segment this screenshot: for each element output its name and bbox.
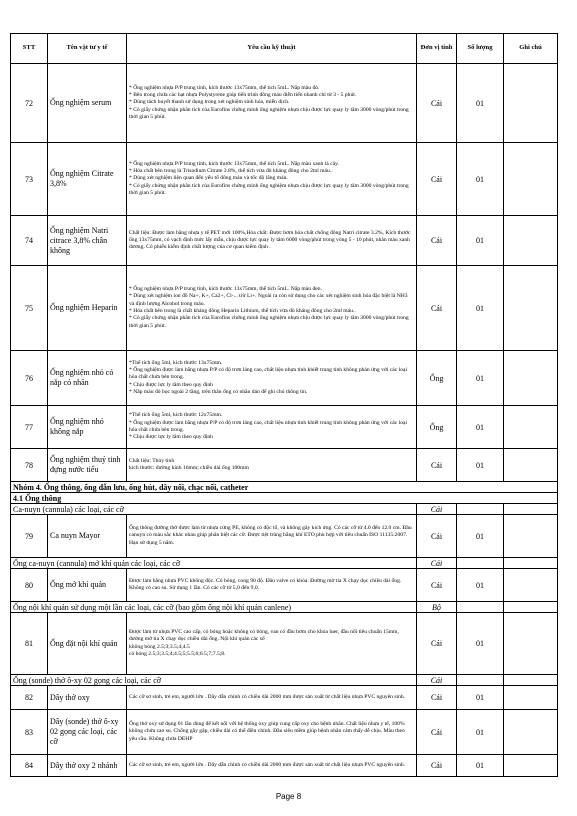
row-quantity: 01 bbox=[457, 613, 504, 675]
category-note bbox=[504, 558, 558, 569]
requirement-line: Các cỡ sơ sinh, trẻ em, người lớn . Dây dẫn chính có chiều dài 2000 mm được sản xuất từ chất liệu nhựa PVC nguyên sinh. bbox=[129, 693, 406, 700]
row-quantity: 01 bbox=[457, 686, 504, 710]
requirement-line: Chất liệu: Thủy tinh bbox=[129, 457, 175, 464]
row-requirements bbox=[127, 406, 417, 449]
table-row bbox=[11, 686, 558, 710]
category-unit: Bộ bbox=[417, 602, 457, 613]
category-note bbox=[504, 675, 558, 686]
row-name: Ống đặt nội khí quản bbox=[48, 613, 127, 675]
row-quantity: 01 bbox=[457, 143, 504, 216]
row-requirements bbox=[127, 143, 417, 216]
row-stt: 79 bbox=[11, 515, 48, 558]
row-note bbox=[504, 515, 558, 558]
category-row bbox=[11, 602, 558, 613]
header-unit: Đơn vị tính bbox=[417, 34, 457, 64]
row-unit: Ống bbox=[417, 406, 457, 449]
row-note bbox=[504, 143, 558, 216]
requirement-line: * Có giấy chứng nhận phân tích của Eurofins chứng minh ống nghiệm nhựa chịu được lực quay ly tâm 3000 vòng/phút trong thời gian 5 phút. bbox=[129, 106, 409, 120]
row-requirements bbox=[127, 266, 417, 351]
row-unit: Cái bbox=[417, 613, 457, 675]
row-stt: 74 bbox=[11, 216, 48, 266]
table-row bbox=[11, 613, 558, 675]
row-quantity: 01 bbox=[457, 755, 504, 777]
requirement-line: * Ống nghiệm nhựa P/P trung tính, kích thước 13x75mm, thể tích 5mL. Nắp màu đen. bbox=[129, 286, 322, 293]
header-note: Ghi chú bbox=[504, 34, 558, 64]
row-requirements bbox=[127, 686, 417, 710]
requirement-line: Chất liệu: Được làm bằng nhựa y tế PET mới 100%,Hóa chất: Được bơm hóa chất chống đông Natri citrate 3.2%, Kích thước ống 13x75mm, có vạch định mức lấy mẫu, chịu được lực quay ly tâm 6000 vòng/phút trong vòng 5 - 10 phút, nhãn màu xanh dương. Có phiếu kiểm định chất lượng của cơ quan kiểm định . bbox=[129, 229, 411, 251]
row-name: Ống nghiệm Heparin bbox=[48, 266, 127, 351]
table-row bbox=[11, 515, 558, 558]
spec-table bbox=[10, 33, 558, 777]
category-note bbox=[504, 602, 558, 613]
category-unit: Cái bbox=[417, 675, 457, 686]
row-name: Ống nghiệm serum bbox=[48, 64, 127, 143]
row-stt: 77 bbox=[11, 406, 48, 449]
requirement-line: * Có giấy chứng nhận phân tích của Eurofins chứng minh ống nghiệm nhựa chịu được lực quay ly tâm 3000 vòng/phút trong thời gian 5 phút. bbox=[129, 315, 409, 329]
row-requirements bbox=[127, 449, 417, 482]
requirement-line: * Ống nghiệm được làm bằng nhựa P/P có độ trơn láng cao, chất liệu nhựa tinh khiết trung tính không phản ứng với các loại hóa chất chứa bên trong. bbox=[129, 419, 408, 433]
row-stt: 84 bbox=[11, 755, 48, 777]
category-unit: Cái bbox=[417, 558, 457, 569]
requirement-line: * Chịu được lực ly tâm theo quy định bbox=[129, 381, 213, 388]
table-row bbox=[11, 710, 558, 755]
requirement-line: * Ống nghiệm nhựa P/P trung tính, kích thước 13x75mm, thể tích 5mL. Nắp màu đỏ. bbox=[129, 84, 320, 91]
row-note bbox=[504, 449, 558, 482]
row-unit: Cái bbox=[417, 216, 457, 266]
row-name: Ống nghiệm thuỷ tinh đựng nước tiểu bbox=[48, 449, 127, 482]
row-requirements bbox=[127, 755, 417, 777]
row-quantity: 01 bbox=[457, 710, 504, 755]
row-stt: 83 bbox=[11, 710, 48, 755]
requirement-line: * Ống nghiệm nhựa P/P trung tính, kích thước 13x75mm, thể tích 5mL. Nắp màu xanh lá cây. bbox=[129, 160, 339, 167]
requirement-line: Được làm từ nhựa PVC cao cấp, có bóng hoặc không có bóng, van có đầu bơm cho khóa luer, đầu nối tiêu chuẩn 15mm, đường mờ tia X chạy dọc chiều dài ống. Nội khí quản các số bbox=[129, 628, 399, 643]
row-requirements bbox=[127, 710, 417, 755]
row-quantity: 01 bbox=[457, 515, 504, 558]
row-name: Ống nghiệm Natri citrace 3,8% chân không bbox=[48, 216, 127, 266]
requirement-line: * Chịu được lực ly tâm theo quy định bbox=[129, 434, 213, 441]
subgroup-heading: 4.1 Ống thông bbox=[11, 493, 558, 504]
row-quantity: 01 bbox=[457, 351, 504, 406]
row-note bbox=[504, 216, 558, 266]
row-requirements bbox=[127, 613, 417, 675]
category-unit: Cái bbox=[417, 504, 457, 515]
table-body-catheters bbox=[11, 482, 558, 686]
row-name: Dây (sonde) thở ô-xy 02 gọng các loại, các cỡ bbox=[48, 710, 127, 755]
page-number: Page 8 bbox=[275, 792, 302, 801]
row-name: Dây thở oxy bbox=[48, 686, 127, 710]
requirement-line: * Hóa chất bên trong là Trisodium Citrate 3.8%, thể tích vừa đủ kháng đông cho 2ml máu.. bbox=[129, 168, 333, 175]
row-note bbox=[504, 351, 558, 406]
requirement-line: * Bên trong chứa các hạt nhựa Polystyrene giúp tiến trình đông máu diễn tiến nhanh chỉ từ 3 - 5 phút. bbox=[129, 92, 357, 99]
row-unit: Cái bbox=[417, 515, 457, 558]
requirement-line: * Có giấy chứng nhận phân tích của Eurofins chứng minh ống nghiệm nhựa chịu được lực quay ly tâm 3000 vòng/phút trong thời gian 5 phút. bbox=[129, 182, 409, 196]
category-label: Ống nội khí quản sử dụng một lần các loại, các cỡ (bao gồm ống nội khí quản canlene) bbox=[11, 602, 417, 613]
row-unit: Cái bbox=[417, 755, 457, 777]
row-name: Ống nghiệm nhỏ không nắp bbox=[48, 406, 127, 449]
requirement-line: *Thể tích ống 5ml, kích thước 13x75mm. bbox=[129, 359, 223, 366]
table-body-tubes bbox=[11, 64, 558, 482]
table-row bbox=[11, 216, 558, 266]
category-qty bbox=[457, 558, 504, 569]
row-unit: Ống bbox=[417, 351, 457, 406]
header-quantity: Số lượng bbox=[457, 34, 504, 64]
row-stt: 76 bbox=[11, 351, 48, 406]
requirement-line: không bóng 2.5;3;3.5;4;4.5 bbox=[129, 643, 190, 650]
requirement-line: có bóng 2.5;3;3.5;4;4.5;5;5.5;6;6.5;7;7.5;8. bbox=[129, 650, 226, 657]
row-quantity: 01 bbox=[457, 406, 504, 449]
row-note bbox=[504, 755, 558, 777]
requirement-line: kích thước: đường kính 16mm; chiều dài ống 100mm bbox=[129, 465, 249, 471]
row-note bbox=[504, 710, 558, 755]
category-label: Ống (sonde) thở ô-xy 02 gọng các loại, các cỡ bbox=[11, 675, 417, 686]
category-qty bbox=[457, 675, 504, 686]
category-qty bbox=[457, 504, 504, 515]
row-note bbox=[504, 266, 558, 351]
header-name: Tên vật tư y tế bbox=[48, 34, 127, 64]
row-note bbox=[504, 569, 558, 602]
row-requirements: Ống thông đường thở được làm từ nhựa cứng PE, không có độc tố, và không gây kích ứng. Có các cỡ từ 4.0 đến 12.0 cm. Đầu canuyn có màu sắc khác nhau giúp phân biệt các cỡ. Được tiệt trùng bằng khí ETO phù hợp với tiêu chuẩn ISO 11135:2007. Hạn sử dụng 5 năm. bbox=[127, 515, 417, 558]
row-name: Dây thở oxy 2 nhánh bbox=[48, 755, 127, 777]
row-stt: 75 bbox=[11, 266, 48, 351]
row-quantity: 01 bbox=[457, 64, 504, 143]
row-unit: Cái bbox=[417, 266, 457, 351]
requirement-line: * Ống nghiệm được làm bằng nhựa P/P có độ trơn láng cao, chất liệu nhựa tinh khiết trung tính không phản ứng với các loại hóa chất chứa bên trong. bbox=[129, 367, 408, 381]
row-note bbox=[504, 613, 558, 675]
row-unit: Cái bbox=[417, 64, 457, 143]
requirement-line: * Hóa chất bên trong là chất kháng đông Heparin Lithium, thể tích vừa đủ kháng đông cho 2ml máu.. bbox=[129, 308, 356, 314]
row-unit: Cái bbox=[417, 686, 457, 710]
row-stt: 73 bbox=[11, 143, 48, 216]
header-row bbox=[11, 34, 558, 64]
row-requirements bbox=[127, 351, 417, 406]
row-quantity: 01 bbox=[457, 449, 504, 482]
row-requirements bbox=[127, 216, 417, 266]
table-row bbox=[11, 266, 558, 351]
group-row bbox=[11, 482, 558, 493]
subgroup-row bbox=[11, 493, 558, 504]
row-name: Ca nuyn Mayor bbox=[48, 515, 127, 558]
table-row bbox=[11, 351, 558, 406]
requirement-line: * Dùng xét nghiệm ion đồ Na+, K+, Ca2+, Cl-... trừ Li+. Ngoài ra còn sử dụng cho các xét nghiệm sinh hóa đặc biệt là NH3 và định lượng Alcohol trong máu. bbox=[129, 293, 408, 307]
category-row bbox=[11, 558, 558, 569]
header-stt: STT bbox=[11, 34, 48, 64]
table-row bbox=[11, 406, 558, 449]
row-unit: Cái bbox=[417, 710, 457, 755]
requirement-line: Ống thở oxy sử dụng 01 lần dùng để kết nối với hệ thống oxy giúp cung cấp oxy cho bệnh nhân. Chất liệu nhựa y tế, 100% không chứa cao su. Chống gãy gập, chiều dài có thể điều chỉnh. Đầu siêu mềm giúp bệnh nhân cảm thấy dễ chịu. Màu theo yêu cầu. Không chứa DEHP bbox=[129, 721, 405, 742]
category-label: Ống ca-nuyn (cannula) mở khí quản các loại, các cỡ bbox=[11, 558, 417, 569]
row-stt: 80 bbox=[11, 569, 48, 602]
row-name: Ống mở khí quản bbox=[48, 569, 127, 602]
table-body-oxygen bbox=[11, 686, 558, 777]
row-quantity: 01 bbox=[457, 569, 504, 602]
row-note bbox=[504, 64, 558, 143]
header-requirements: Yêu cầu kỹ thuật bbox=[127, 34, 417, 64]
table-row bbox=[11, 569, 558, 602]
row-unit: Cái bbox=[417, 449, 457, 482]
row-stt: 81 bbox=[11, 613, 48, 675]
row-unit: Cái bbox=[417, 569, 457, 602]
requirement-line: * Dùng xét nghiệm liên quan đến yếu tố đông máu và tốc độ lắng máu. bbox=[129, 175, 288, 182]
category-label: Ca-nuyn (cannula) các loại, các cỡ bbox=[11, 504, 417, 515]
row-requirements: Được làm bằng nhựa PVC không độc. Có bóng, cong 90 độ. Đầu valve có khóa. Đường mờ tia X chạy dọc chiều dài ống. Không có cao su. Sử dụng 1 lần. Có các cỡ từ 5,0 đến 9,0. bbox=[127, 569, 417, 602]
row-name: Ống nghiệm nhỏ có nắp có nhãn bbox=[48, 351, 127, 406]
table-row bbox=[11, 755, 558, 777]
row-quantity: 01 bbox=[457, 266, 504, 351]
row-stt: 78 bbox=[11, 449, 48, 482]
table-row bbox=[11, 449, 558, 482]
row-requirements bbox=[127, 64, 417, 143]
table-row bbox=[11, 64, 558, 143]
row-quantity: 01 bbox=[457, 216, 504, 266]
row-note bbox=[504, 686, 558, 710]
row-stt: 72 bbox=[11, 64, 48, 143]
requirement-line: * Nắp màu đỏ bọc ngoài 2 tầng, trên thân ống có nhãn dán để ghi chú thông tin. bbox=[129, 388, 308, 395]
group-heading: Nhóm 4. Ống thông, ống dẫn lưu, ống hút, dây nối, chạc nối, catheter bbox=[11, 482, 558, 493]
row-name: Ống nghiệm Citrate 3,8% bbox=[48, 143, 127, 216]
requirement-line: Các cỡ sơ sinh, trẻ em, người lớn . Dây dẫn chính có chiều dài 2000 mm được sản xuất từ chất liệu nhựa PVC nguyên sinh. bbox=[129, 761, 406, 768]
requirement-line: * Dùng tách huyết thanh sử dụng trong xét nghiệm sinh hóa, miễn dịch. bbox=[129, 99, 290, 106]
category-row bbox=[11, 675, 558, 686]
category-qty bbox=[457, 602, 504, 613]
category-row bbox=[11, 504, 558, 515]
row-stt: 82 bbox=[11, 686, 48, 710]
row-unit: Cái bbox=[417, 143, 457, 216]
category-note bbox=[504, 504, 558, 515]
requirement-line: *Thể tích ống 5ml, kích thước 12x75mm. bbox=[129, 412, 223, 419]
table-row bbox=[11, 143, 558, 216]
row-note bbox=[504, 406, 558, 449]
